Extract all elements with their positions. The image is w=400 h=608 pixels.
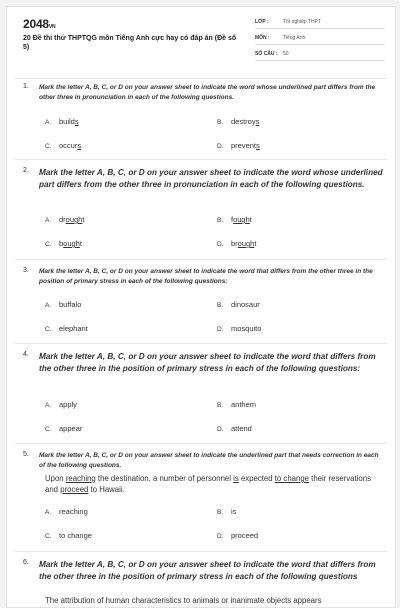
meta-count-label: SỐ CÂU : — [255, 51, 278, 57]
question-sentence — [45, 473, 385, 495]
option-letter: D. — [217, 426, 224, 433]
option-text: is — [231, 507, 237, 516]
question-sentence: The attribution of human characteristics to animals or inanimate objects appears — [45, 596, 322, 605]
sentence-part: to Hawaii. — [88, 485, 125, 494]
option-underlined: s — [74, 117, 79, 126]
option-letter: B. — [217, 217, 224, 224]
meta-subject-label: MÔN : — [255, 35, 270, 41]
logo-suffix: VN — [48, 24, 56, 30]
option-letter: C. — [45, 143, 52, 150]
sentence-part: expected — [238, 474, 275, 483]
meta-grade-value: Tốt nghiệp THPT — [283, 19, 321, 25]
meta-subject — [255, 31, 385, 45]
option-text: elephant — [59, 324, 88, 333]
option-letter: B. — [217, 302, 224, 309]
underlined-part-b: is — [233, 474, 239, 483]
option-c[interactable] — [45, 324, 88, 333]
option-a[interactable] — [45, 507, 88, 516]
option-d[interactable] — [217, 239, 256, 248]
option-d[interactable] — [217, 324, 261, 333]
question-divider — [15, 551, 387, 552]
option-letter: D. — [217, 241, 224, 248]
option-underlined: ough — [65, 215, 83, 224]
question-text: Mark the letter A, B, C, or D on your answer sheet to indicate the word that differs from the other three in the position of primary stress in each of the following questions — [39, 560, 376, 581]
option-letter: C. — [45, 533, 52, 540]
question-number: 5. — [23, 451, 29, 458]
meta-subject-value: Tiếng Anh — [283, 35, 306, 41]
question-text: Mark the letter A, B, C, or D on your answer sheet to indicate the word whose underlined part differs from the other three in pronunciation in each of the following questions. — [39, 168, 383, 189]
option-text-end: t — [254, 239, 257, 248]
option-text-end: t — [79, 239, 82, 248]
option-text: destroy — [231, 117, 256, 126]
option-text: anthem — [231, 400, 257, 409]
option-b[interactable] — [217, 507, 236, 516]
option-letter: C. — [45, 426, 52, 433]
option-letter: C. — [45, 326, 52, 333]
option-letter: A. — [45, 509, 52, 516]
option-text: dr — [59, 215, 66, 224]
option-text-end: t — [82, 215, 85, 224]
meta-grade-label: LỚP : — [255, 19, 269, 25]
option-underlined: ough — [63, 239, 80, 248]
question-divider — [15, 343, 387, 344]
logo-text: 2048 — [23, 17, 49, 31]
question-divider — [15, 259, 387, 260]
option-c[interactable] — [45, 141, 81, 150]
option-letter: B. — [217, 509, 224, 516]
option-underlined: ough — [237, 239, 255, 248]
option-letter: A. — [45, 402, 52, 409]
option-text: appear — [59, 424, 83, 433]
option-text: buffalo — [59, 300, 82, 309]
option-underlined: s — [255, 117, 260, 126]
option-text: prevent — [231, 141, 257, 150]
option-text: b — [59, 239, 64, 248]
exam-sheet — [6, 6, 396, 608]
option-text: mosquito — [231, 324, 262, 333]
option-text: build — [59, 117, 75, 126]
question-divider — [15, 443, 387, 444]
question-number: 1. — [23, 83, 29, 90]
option-b[interactable] — [217, 300, 260, 309]
option-underlined: s — [77, 141, 82, 150]
option-letter: D. — [217, 326, 224, 333]
question-text: Mark the letter A, B, C, or D on your answer sheet to indicate the word that differs from the other three in the position of primary stress in each of the following questions: — [39, 268, 373, 285]
exam-title: 20 Đề thi thử THPTQG môn Tiếng Anh cực hay có đáp án (Đề số 5) — [23, 35, 237, 51]
option-c[interactable] — [45, 531, 92, 540]
meta-count-value: 50 — [283, 51, 289, 57]
option-text-end: t — [249, 215, 252, 224]
page-header — [7, 7, 395, 67]
option-text: dinosaur — [231, 300, 260, 309]
question-number: 2. — [23, 167, 29, 174]
question-number: 3. — [23, 267, 29, 274]
option-text: to change — [59, 531, 92, 540]
option-b[interactable] — [217, 117, 259, 126]
option-c[interactable] — [45, 424, 82, 433]
option-a[interactable] — [45, 117, 79, 126]
option-text: br — [231, 239, 238, 248]
option-text: proceed — [231, 531, 259, 540]
option-letter: A. — [45, 217, 52, 224]
site-logo[interactable] — [23, 17, 55, 31]
option-underlined: s — [256, 141, 260, 150]
meta-count — [255, 47, 385, 61]
option-letter: A. — [45, 119, 52, 126]
sentence-part: their reservations and — [45, 474, 371, 494]
option-text: reaching — [59, 507, 88, 516]
option-letter: B. — [217, 119, 224, 126]
meta-grade — [255, 15, 385, 29]
option-d[interactable] — [217, 531, 258, 540]
option-text: f — [231, 215, 234, 224]
option-letter: A. — [45, 302, 52, 309]
question-text: Mark the letter A, B, C, or D on your answer sheet to indicate the word whose underlined part differs from the other three in pronunciation in each of the following questions. — [39, 84, 376, 101]
option-d[interactable] — [217, 424, 252, 433]
option-letter: D. — [217, 533, 224, 540]
question-text: Mark the letter A, B, C, or D on your answer sheet to indicate the word that differs from the other three in the position of primary stress in each of the following questions: — [39, 352, 376, 373]
option-d[interactable] — [217, 141, 260, 150]
option-a[interactable] — [45, 400, 77, 409]
underlined-part-c: to change — [274, 474, 310, 483]
underlined-part-d: proceed — [60, 485, 89, 494]
option-text: apply — [59, 400, 77, 409]
option-b[interactable] — [217, 215, 252, 224]
option-text: occur — [59, 141, 78, 150]
underlined-part-a: reaching — [65, 474, 96, 483]
option-a[interactable] — [45, 215, 84, 224]
option-letter: D. — [217, 143, 224, 150]
question-divider — [15, 159, 387, 160]
option-c[interactable] — [45, 239, 82, 248]
header-divider — [15, 78, 387, 79]
question-number: 6. — [23, 559, 29, 566]
option-a[interactable] — [45, 300, 81, 309]
option-text: attend — [231, 424, 252, 433]
option-letter: B. — [217, 402, 224, 409]
option-letter: C. — [45, 241, 52, 248]
option-underlined: ough — [233, 215, 250, 224]
sentence-part: the destination, a number of personnel — [95, 474, 234, 483]
option-b[interactable] — [217, 400, 256, 409]
question-number: 4. — [23, 351, 29, 358]
question-text: Mark the letter A, B, C, or D on your answer sheet to indicate the underlined part that needs correction in each of the following questions. — [39, 452, 379, 469]
sentence-part: Upon — [45, 474, 66, 483]
